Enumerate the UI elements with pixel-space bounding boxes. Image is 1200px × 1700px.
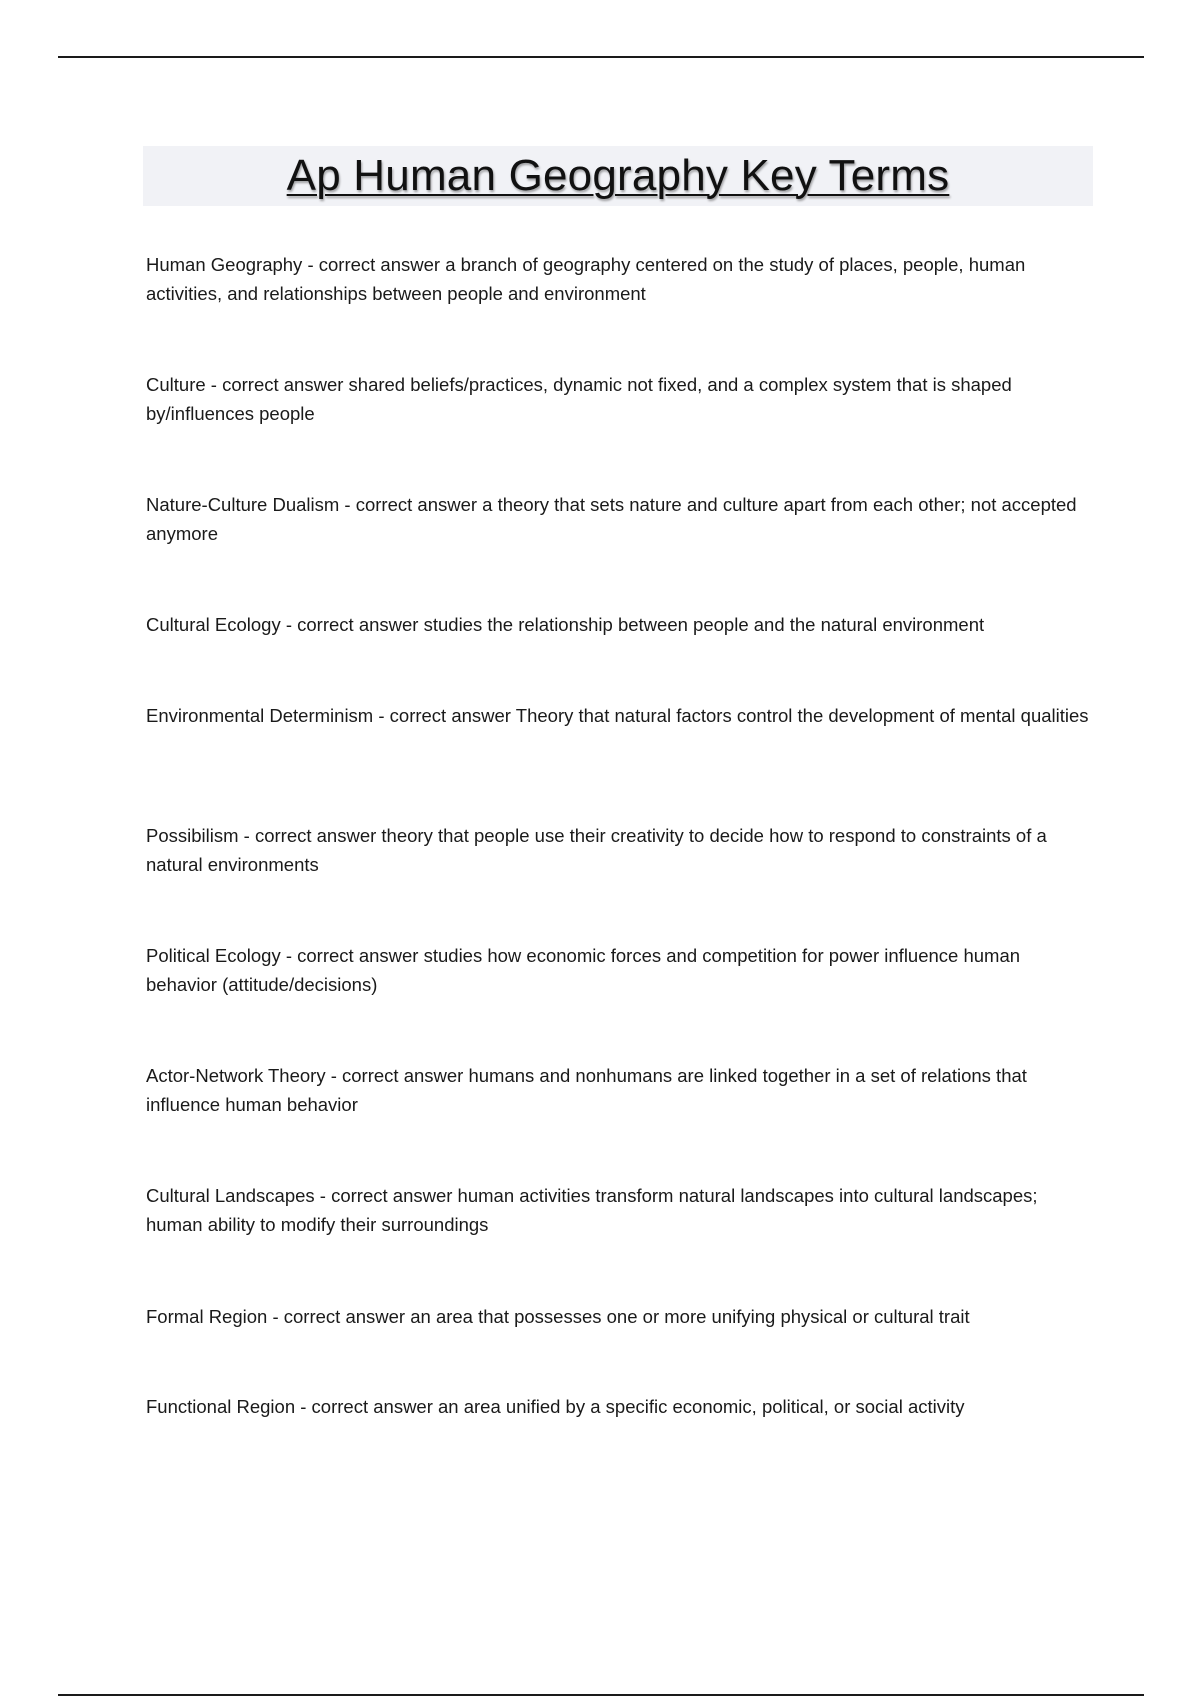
term-environmental-determinism: Environmental Determinism - correct answer Theory that natural factors control the development of mental qualities — [146, 705, 1089, 726]
term-functional-region: Functional Region - correct answer an area unified by a specific economic, political, or social activity — [146, 1396, 965, 1417]
document-title: Ap Human Geography Key Terms — [286, 151, 950, 200]
term-possibilism: Possibilism - correct answer theory that people use their creativity to decide how to respond to constraints of a natural environments — [146, 825, 1047, 875]
term-culture: Culture - correct answer shared beliefs/practices, dynamic not fixed, and a complex system that is shaped by/influences people — [146, 374, 1012, 424]
title-band — [143, 146, 1093, 206]
term-political-ecology: Political Ecology - correct answer studies how economic forces and competition for power influence human behavior (attitude/decisions) — [146, 945, 1021, 995]
term-cultural-landscapes: Cultural Landscapes - correct answer human activities transform natural landscapes into cultural landscapes; human ability to modify their surroundings — [146, 1185, 1038, 1235]
term-cultural-ecology: Cultural Ecology - correct answer studies the relationship between people and the natural environment — [146, 614, 985, 635]
term-nature-culture-dualism: Nature-Culture Dualism - correct answer a theory that sets nature and culture apart from each other; not accepted anymore — [146, 494, 1077, 544]
top-rule — [58, 56, 1144, 58]
term-formal-region: Formal Region - correct answer an area that possesses one or more unifying physical or cultural trait — [146, 1306, 970, 1327]
term-human-geography: Human Geography - correct answer a branch of geography centered on the study of places, people, human activities, and relationships between people and environment — [146, 254, 1026, 304]
term-actor-network-theory: Actor-Network Theory - correct answer humans and nonhumans are linked together in a set of relations that influence human behavior — [146, 1065, 1027, 1115]
bottom-rule — [58, 1694, 1144, 1696]
